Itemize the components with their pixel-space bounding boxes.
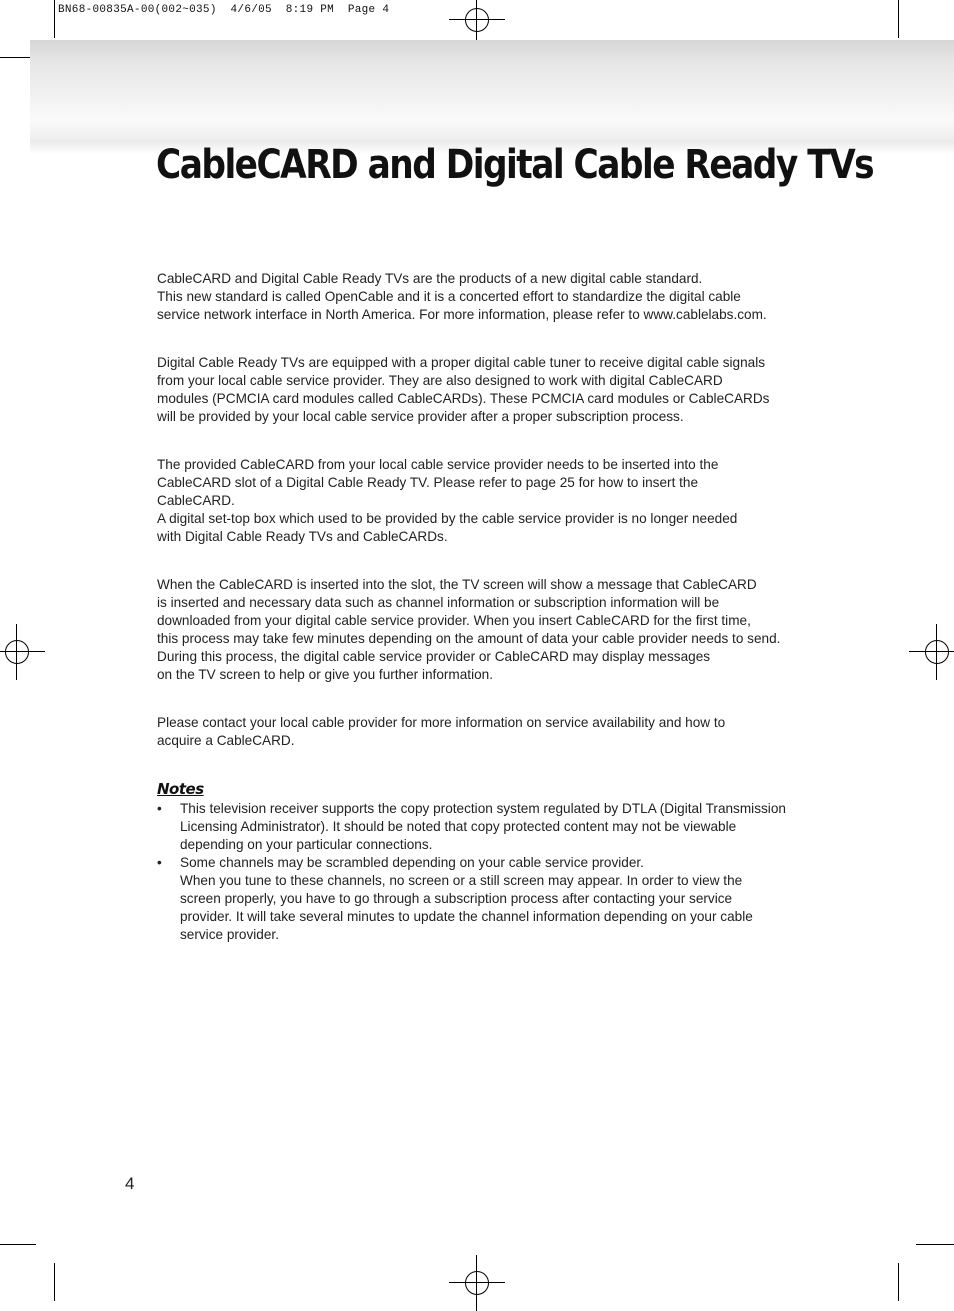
paragraph-line: The provided CableCARD from your local cable service provider needs to be inserted into the — [157, 457, 719, 472]
body-text — [157, 270, 847, 944]
paragraph-line: Digital Cable Ready TVs are equipped with a proper digital cable tuner to receive digital cable signals — [157, 355, 766, 370]
paragraph — [157, 354, 847, 426]
crop-mark-top-left-vertical — [54, 0, 55, 38]
page-title: CableCARD and Digital Cable Ready TVs — [156, 142, 874, 188]
paragraph-line: this process may take few minutes depending on the amount of data your cable provider needs to send. — [157, 631, 781, 646]
paragraph-line: A digital set-top box which used to be provided by the cable service provider is no longer needed — [157, 511, 738, 526]
note-line: Licensing Administrator). It should be noted that copy protected content may not be viewable — [180, 819, 737, 834]
paragraph-line: service network interface in North America. For more information, please refer to www.cablelabs.com. — [157, 307, 767, 322]
paragraph-list — [157, 270, 847, 750]
note-line: screen properly, you have to go through a subscription process after contacting your service — [180, 891, 733, 906]
paragraph — [157, 456, 847, 546]
paragraph-line: on the TV screen to help or give you further information. — [157, 667, 494, 682]
notes-heading: Notes — [157, 780, 204, 798]
paragraph-line: from your local cable service provider. They are also designed to work with digital CableCARD — [157, 373, 723, 388]
note-item — [157, 800, 847, 854]
print-slug: BN68-00835A-00(002~035) 4/6/05 8:19 PM Page 4 — [58, 4, 390, 16]
paragraph-line: During this process, the digital cable service provider or CableCARD may display messages — [157, 649, 711, 664]
crop-mark-bottom-right-horizontal — [916, 1244, 954, 1245]
paragraph-line: CableCARD. — [157, 493, 235, 508]
crop-mark-top-right-vertical — [898, 0, 899, 38]
page-number: 4 — [125, 1174, 135, 1193]
paragraph-line: downloaded from your digital cable service provider. When you insert CableCARD for the first time, — [157, 613, 751, 628]
note-line: When you tune to these channels, no screen or a still screen may appear. In order to view the — [180, 873, 743, 888]
note-line: service provider. — [180, 927, 279, 942]
bullet-icon: • — [157, 855, 162, 870]
paragraph-line: is inserted and necessary data such as channel information or subscription information will be — [157, 595, 720, 610]
registration-mark-left — [5, 640, 29, 664]
note-line: Some channels may be scrambled depending on your cable service provider. — [180, 855, 644, 870]
paragraph-line: modules (PCMCIA card modules called CableCARDs). These PCMCIA card modules or CableCARDs — [157, 391, 770, 406]
paragraph-line: Please contact your local cable provider for more information on service availability and how to — [157, 715, 726, 730]
registration-mark-top — [465, 8, 489, 32]
registration-mark-right — [925, 640, 949, 664]
header-banner — [30, 40, 954, 140]
crop-mark-bottom-left-horizontal — [0, 1244, 36, 1245]
paragraph — [157, 270, 847, 324]
registration-mark-bottom — [465, 1271, 489, 1295]
paragraph — [157, 714, 847, 750]
crop-mark-bottom-right-vertical — [898, 1263, 899, 1301]
note-line: depending on your particular connections. — [180, 837, 433, 852]
paragraph-line: This new standard is called OpenCable and it is a concerted effort to standardize the digital cable — [157, 289, 741, 304]
paragraph-line: will be provided by your local cable service provider after a proper subscription process. — [157, 409, 684, 424]
bullet-icon: • — [157, 801, 162, 816]
note-item — [157, 854, 847, 944]
note-line: provider. It will take several minutes to update the channel information depending on your cable — [180, 909, 753, 924]
paragraph-line: CableCARD slot of a Digital Cable Ready TV. Please refer to page 25 for how to insert the — [157, 475, 699, 490]
paragraph-line: with Digital Cable Ready TVs and CableCARDs. — [157, 529, 448, 544]
notes-section — [157, 780, 847, 944]
crop-mark-bottom-left-vertical — [54, 1263, 55, 1301]
paragraph — [157, 576, 847, 684]
paragraph-line: CableCARD and Digital Cable Ready TVs are the products of a new digital cable standard. — [157, 271, 703, 286]
notes-list — [157, 800, 847, 944]
paragraph-line: When the CableCARD is inserted into the slot, the TV screen will show a message that CableCARD — [157, 577, 757, 592]
paragraph-line: acquire a CableCARD. — [157, 733, 295, 748]
note-line: This television receiver supports the copy protection system regulated by DTLA (Digital Transmission — [180, 801, 786, 816]
